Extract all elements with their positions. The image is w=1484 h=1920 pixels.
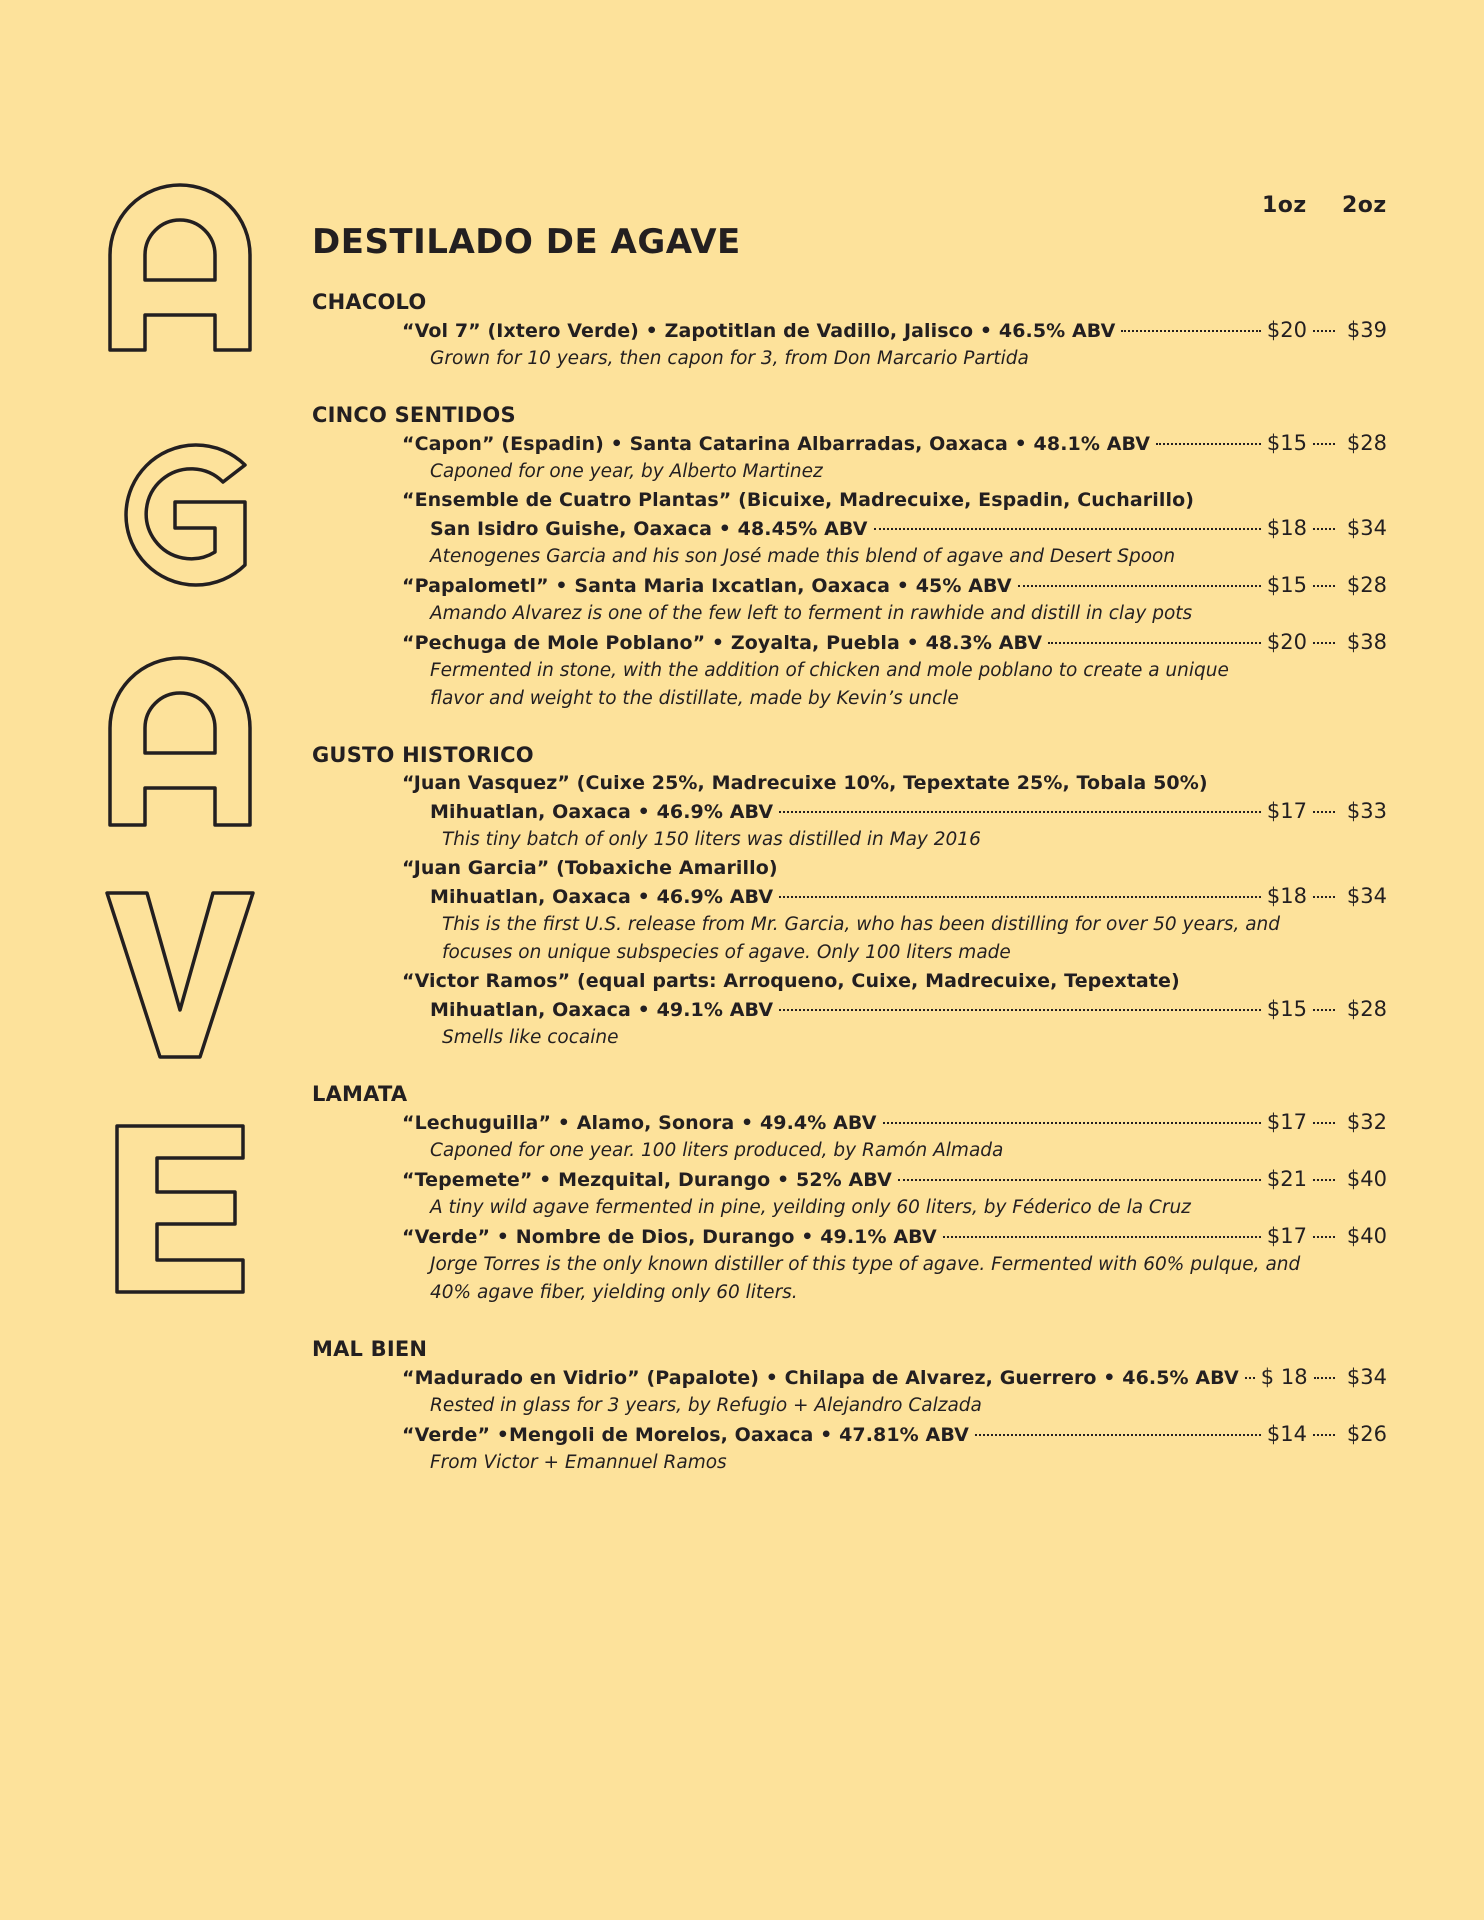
price-1oz: $ 18	[1260, 1365, 1308, 1389]
dot-leader	[975, 1434, 1261, 1436]
item-label: “Tepemete” • Mezquital, Durango • 52% ABV	[402, 1169, 892, 1191]
item-label: “Juan Vasquez” (Cuixe 25%, Madrecuixe 10%, Tepextate 25%, Tobala 50%)	[402, 772, 1208, 794]
dot-leader	[898, 1179, 1261, 1181]
dot-leader	[883, 1122, 1261, 1124]
producer-name: CINCO SENTIDOS	[312, 403, 516, 427]
price-1oz: $17	[1266, 1224, 1307, 1248]
item-label: “Juan Garcia” (Tobaxiche Amarillo)	[402, 857, 778, 879]
dot-leader	[1313, 1179, 1335, 1181]
item-description: Rested in glass for 3 years, by Refugio + Alejandro Calzada	[430, 1395, 982, 1416]
price-1oz: $18	[1266, 516, 1307, 540]
agave-outline-letters	[105, 180, 255, 1300]
item-label: Mihuatlan, Oaxaca • 46.9% ABV	[430, 801, 774, 823]
price-1oz: $17	[1266, 799, 1307, 823]
item-description: Amando Alvarez is one of the few left to ferment in rawhide and distill in clay pots	[430, 603, 1193, 624]
menu-item-row	[312, 1108, 1387, 1137]
dot-leader	[943, 1236, 1261, 1238]
dot-leader	[1018, 585, 1261, 587]
menu-item-row	[312, 1420, 1387, 1449]
menu-title: DESTILADO DE AGAVE	[312, 222, 741, 262]
item-description: Caponed for one year, by Alberto Martinez	[430, 461, 823, 482]
price-2oz: $28	[1346, 431, 1387, 455]
price-2oz: $34	[1346, 1365, 1387, 1389]
item-label: “Pechuga de Mole Poblano” • Zoyalta, Puebla • 48.3% ABV	[402, 632, 1043, 654]
menu-item-row	[312, 1165, 1387, 1194]
item-label: San Isidro Guishe, Oaxaca • 48.45% ABV	[430, 518, 868, 540]
price-header-2oz: 2oz	[1342, 193, 1387, 218]
price-2oz: $34	[1346, 884, 1387, 908]
dot-leader	[1048, 642, 1261, 644]
dot-leader	[1245, 1377, 1255, 1379]
dot-leader	[1313, 811, 1335, 813]
price-2oz: $33	[1346, 799, 1387, 823]
item-label: “Papalometl” • Santa Maria Ixcatlan, Oaxaca • 45% ABV	[402, 575, 1012, 597]
price-1oz: $15	[1266, 573, 1307, 597]
menu-item-row	[312, 316, 1387, 345]
menu-item-row	[312, 429, 1387, 458]
price-1oz: $20	[1266, 318, 1307, 342]
item-label: “Verde” •Mengoli de Morelos, Oaxaca • 47.81% ABV	[402, 1424, 969, 1446]
menu-item-row	[312, 995, 1387, 1024]
menu-item-row	[312, 571, 1387, 600]
menu-list	[312, 288, 1387, 1505]
item-title	[312, 854, 1387, 882]
price-2oz: $32	[1346, 1110, 1387, 1134]
item-description: Atenogenes Garcia and his son José made this blend of agave and Desert Spoon	[430, 546, 1176, 567]
producer-name: MAL BIEN	[312, 1337, 428, 1361]
producer-name: GUSTO HISTORICO	[312, 743, 534, 767]
price-2oz: $39	[1346, 318, 1387, 342]
item-label: “Vol 7” (Ixtero Verde) • Zapotitlan de Vadillo, Jalisco • 46.5% ABV	[402, 320, 1116, 342]
item-label: “Verde” • Nombre de Dios, Durango • 49.1% ABV	[402, 1226, 937, 1248]
dot-leader	[1156, 443, 1261, 445]
dot-leader	[779, 811, 1261, 813]
price-2oz: $40	[1346, 1167, 1387, 1191]
price-2oz: $26	[1346, 1422, 1387, 1446]
item-description: Grown for 10 years, then capon for 3, from Don Marcario Partida	[430, 348, 1029, 369]
item-label: “Capon” (Espadin) • Santa Catarina Albarradas, Oaxaca • 48.1% ABV	[402, 433, 1151, 455]
item-description: This tiny batch of only 150 liters was distilled in May 2016	[442, 829, 981, 850]
menu-item-row	[312, 797, 1387, 826]
price-1oz: $18	[1266, 884, 1307, 908]
item-description: Jorge Torres is the only known distiller of this type of agave. Fermented with 60% pulque, and	[430, 1254, 1301, 1275]
dot-leader	[779, 896, 1261, 898]
dot-leader	[1313, 896, 1335, 898]
dot-leader	[1313, 1122, 1335, 1124]
menu-item-row	[312, 882, 1387, 911]
dot-leader	[1313, 528, 1335, 530]
dot-leader	[1313, 1009, 1335, 1011]
price-column-headers	[1262, 193, 1387, 218]
item-label: “Lechuguilla” • Alamo, Sonora • 49.4% ABV	[402, 1112, 877, 1134]
dot-leader	[874, 528, 1261, 530]
producer-name: LAMATA	[312, 1082, 408, 1106]
price-2oz: $34	[1346, 516, 1387, 540]
dot-leader	[1313, 443, 1335, 445]
letter-e	[117, 1126, 243, 1292]
price-1oz: $15	[1266, 997, 1307, 1021]
menu-item-row	[312, 1363, 1387, 1392]
price-1oz: $17	[1266, 1110, 1307, 1134]
item-title	[312, 769, 1387, 797]
price-header-1oz: 1oz	[1262, 193, 1307, 218]
price-1oz: $20	[1266, 630, 1307, 654]
price-2oz: $28	[1346, 573, 1387, 597]
dot-leader	[1313, 642, 1335, 644]
producer-name: CHACOLO	[312, 290, 427, 314]
letter-a-2	[110, 658, 250, 825]
producer-section	[312, 741, 1387, 1052]
item-description: From Victor + Emannuel Ramos	[430, 1452, 727, 1473]
price-2oz: $38	[1346, 630, 1387, 654]
dot-leader	[779, 1009, 1261, 1011]
producer-section	[312, 1080, 1387, 1307]
menu-item-row	[312, 1222, 1387, 1251]
item-description: This is the first U.S. release from Mr. Garcia, who has been distilling for over 50 years, and	[442, 914, 1281, 935]
producer-section	[312, 401, 1387, 713]
item-label: Mihuatlan, Oaxaca • 46.9% ABV	[430, 886, 774, 908]
letter-g	[126, 445, 245, 585]
price-1oz: $21	[1266, 1167, 1307, 1191]
item-title	[312, 486, 1387, 514]
item-label: “Ensemble de Cuatro Plantas” (Bicuixe, Madrecuixe, Espadin, Cucharillo)	[402, 489, 1195, 511]
item-label: Mihuatlan, Oaxaca • 49.1% ABV	[430, 999, 774, 1021]
item-title	[312, 967, 1387, 995]
producer-section	[312, 1335, 1387, 1477]
price-2oz: $40	[1346, 1224, 1387, 1248]
price-1oz: $15	[1266, 431, 1307, 455]
item-description: Smells like cocaine	[442, 1027, 619, 1048]
dot-leader	[1313, 1236, 1335, 1238]
dot-leader	[1121, 330, 1260, 332]
letter-v	[107, 893, 253, 1057]
letter-a-1	[110, 185, 250, 350]
side-title-agave	[105, 180, 255, 1300]
dot-leader	[1314, 1377, 1336, 1379]
dot-leader	[1313, 1434, 1335, 1436]
price-1oz: $14	[1266, 1422, 1307, 1446]
item-description: Fermented in stone, with the addition of chicken and mole poblano to create a unique	[430, 660, 1229, 681]
menu-item-row	[312, 514, 1387, 543]
item-label: “Madurado en Vidrio” (Papalote) • Chilapa de Alvarez, Guerrero • 46.5% ABV	[402, 1367, 1239, 1389]
item-label: “Victor Ramos” (equal parts: Arroqueno, Cuixe, Madrecuixe, Tepextate)	[402, 970, 1180, 992]
menu-item-row	[312, 628, 1387, 657]
producer-section	[312, 288, 1387, 373]
price-2oz: $28	[1346, 997, 1387, 1021]
dot-leader	[1313, 585, 1335, 587]
item-description: 40% agave fiber, yielding only 60 liters.	[430, 1282, 798, 1303]
item-description: A tiny wild agave fermented in pine, yeilding only 60 liters, by Féderico de la Cruz	[430, 1197, 1191, 1218]
dot-leader	[1313, 330, 1335, 332]
item-description: Caponed for one year. 100 liters produced, by Ramón Almada	[430, 1140, 1004, 1161]
item-description: focuses on unique subspecies of agave. Only 100 liters made	[442, 942, 1011, 963]
item-description: flavor and weight to the distillate, made by Kevin’s uncle	[430, 688, 959, 709]
